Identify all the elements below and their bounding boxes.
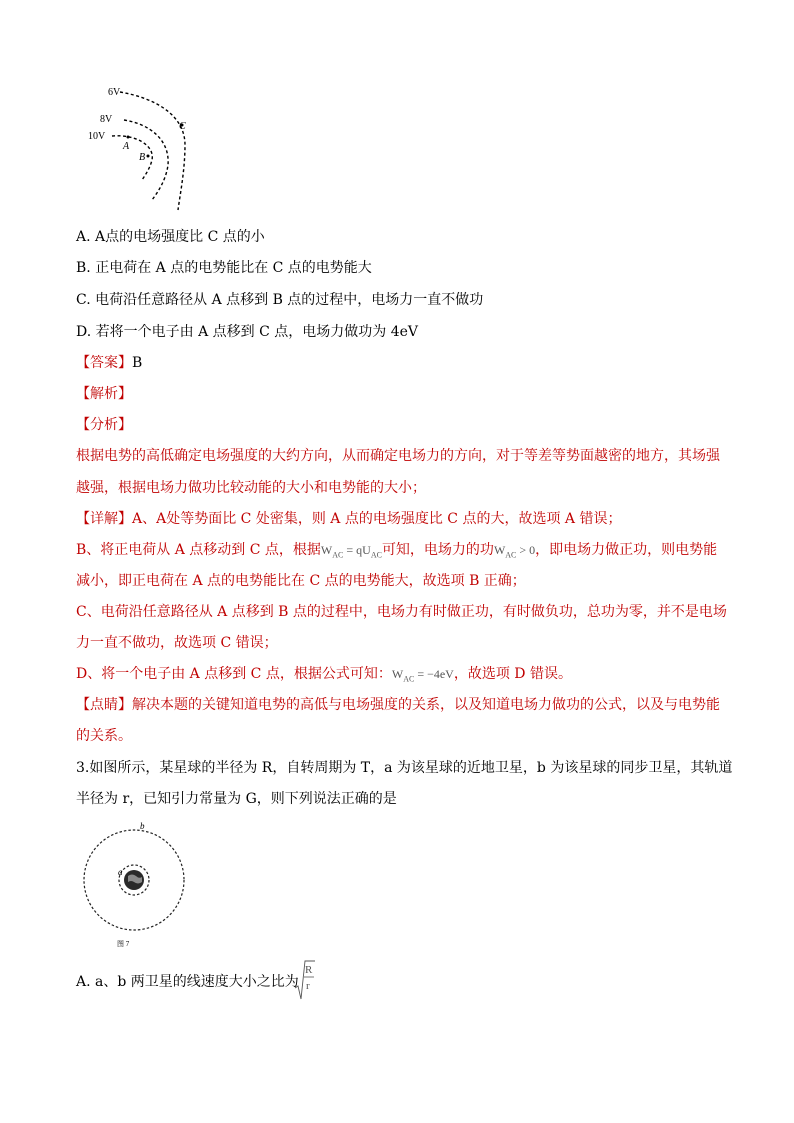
option-a: A. A点的电场强度比 C 点的小 [76, 229, 265, 245]
detail-c-line-1: C、电荷沿任意路径从 A 点移到 B 点的过程中，电场力有时做正功，有时做负功，总功为零，并不是电场 [76, 604, 727, 620]
detail-c-line-2: 力一直不做功，故选项 C 错误； [76, 635, 278, 651]
label-10v: 10V [88, 131, 106, 142]
label-b: B [139, 152, 146, 163]
detail-b-post: ，即电场力做正功，则电势能 [535, 542, 718, 558]
fraction-denominator: r [306, 980, 310, 992]
detail-b-pre: B、将正电荷从 A 点移动到 C 点，根据 [76, 542, 321, 558]
label-a: A [123, 141, 130, 152]
q3-stem-line-2: 半径为 r，已知引力常量为 G，则下列说法正确的是 [76, 791, 397, 807]
figure-caption: 图 7 [117, 940, 130, 948]
detail-d-pre: D、将一个电子由 A 点移到 C 点，根据公式可知： [76, 666, 392, 682]
answer-line [76, 353, 142, 373]
dianjing-tag: 【点睛】 [76, 697, 132, 713]
q3-option-a [76, 972, 299, 992]
detail-a: A、A处等势面比 C 处密集，则 A 点的电场强度比 C 点的大，故选项 A 错误； [132, 511, 622, 527]
dianjing-line-2: 的关系。 [76, 728, 132, 744]
equipotential-line-6v [120, 92, 185, 210]
detail-d-post: ，故选项 D 错误。 [453, 666, 572, 682]
point-b [147, 155, 150, 158]
fraction-numerator: R [305, 964, 313, 976]
label-c: C [179, 121, 186, 132]
formula-work-d: $W_{AC} = -4eV$ [391, 667, 454, 684]
detail-b-line-2: 减小，即正电荷在 A 点的电势能比在 C 点的电势能大，故选项 B 正确； [76, 573, 526, 589]
answer-value: B [132, 355, 143, 371]
q3-option-a-text: A. a、b 两卫星的线速度大小之比为 [76, 974, 299, 990]
jiexi-tag: 【解析】 [76, 386, 132, 402]
formula-work-positive: $W_{AC} > 0$ [493, 543, 536, 560]
label-satellite-b: b [140, 821, 145, 831]
fenxi-tag: 【分析】 [76, 417, 132, 433]
detail-d-line [76, 664, 572, 689]
detail-b-mid: 可知，电场力的功 [381, 542, 494, 558]
orbit-figure [82, 818, 192, 950]
label-6v: 6V [108, 87, 121, 98]
sqrt-fraction [294, 958, 316, 1002]
option-d: D. 若将一个电子由 A 点移到 C 点，电场力做功为 4eV [76, 324, 419, 340]
point-a [127, 136, 130, 139]
label-8v: 8V [100, 114, 113, 125]
analysis-line-2: 越强，根据电场力做功比较动能的大小和电势能的大小； [76, 480, 426, 496]
detail-tag: 【详解】 [76, 511, 132, 527]
dianjing-line-1 [76, 695, 720, 715]
formula-work: $W_{AC} = qU_{AC}$ [320, 543, 382, 560]
option-c: C. 电荷沿任意路径从 A 点移到 B 点的过程中，电场力一直不做功 [76, 292, 484, 308]
dianjing-text: 解决本题的关键知道电势的高低与电场强度的关系，以及知道电场力做功的公式，以及与电势能 [132, 697, 720, 713]
detail-a-line [76, 509, 621, 529]
equipotential-line-8v [124, 120, 168, 200]
answer-tag: 【答案】 [76, 355, 132, 371]
label-satellite-a: a [118, 867, 123, 877]
analysis-line-1: 根据电势的高低确定电场强度的大约方向，从而确定电场力的方向，对于等差等势面越密的地方，其场强 [76, 448, 720, 464]
option-b: B. 正电荷在 A 点的电势能比在 C 点的电势能大 [76, 260, 372, 276]
equipotential-line-10v [112, 136, 152, 180]
q3-stem-line-1: 3.如图所示，某星球的半径为 R，自转周期为 T，a 为该星球的近地卫星，b 为该星球的同步卫星，其轨道 [76, 760, 733, 776]
equipotential-figure [80, 80, 200, 215]
detail-b-line-1 [76, 540, 717, 565]
